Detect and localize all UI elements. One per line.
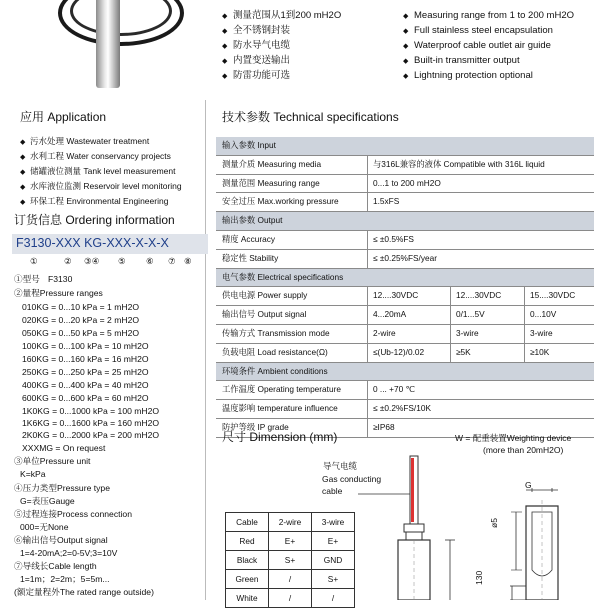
spec-divider	[367, 231, 368, 249]
application-item: 水利工程 Water conservancy projects	[30, 151, 171, 161]
wire-cell: Black	[226, 551, 269, 570]
range-item: 2K0KG = 0...2000 kPa = 200 mH2O	[22, 430, 160, 440]
order-code: F3130-XXX KG-XXX-X-X-X	[16, 236, 169, 250]
spec-divider	[367, 250, 368, 268]
wire-cell: Red	[226, 532, 269, 551]
spec-label: 输出信号 Output signal	[222, 309, 307, 320]
column-divider	[205, 100, 206, 600]
spec-row	[216, 156, 594, 175]
spec-value: 0/1...5V	[456, 309, 485, 320]
spec-label: 供电电源 Power supply	[222, 290, 308, 301]
code-index: ①	[30, 256, 38, 266]
range-title: ②量程Pressure ranges	[14, 288, 103, 298]
wire-cell: E+	[269, 532, 312, 551]
spec-label: 稳定性 Stability	[222, 252, 279, 263]
spec-label: 测量范围 Measuring range	[222, 177, 320, 188]
spec-value: ≥IP68	[373, 421, 395, 432]
spec-divider	[367, 156, 368, 174]
type-value: G=表压Gauge	[20, 496, 75, 506]
spec-value: ≥10K	[530, 346, 550, 357]
sensor-probe	[96, 0, 120, 88]
spec-row	[216, 400, 594, 419]
spec-label: 防护等级 IP grade	[222, 421, 289, 432]
range-item: 020KG = 0...20 kPa = 2 mH2O	[22, 315, 140, 325]
wire-cell: 3-wire	[312, 513, 355, 532]
range-item: 250KG = 0...250 kPa = 25 mH2O	[22, 367, 149, 377]
spec-row	[216, 325, 594, 344]
feature-cn: 全不锈钢封装	[233, 25, 291, 36]
feature-cn: 内置变送输出	[233, 55, 291, 66]
spec-divider	[367, 306, 368, 324]
spec-label: 精度 Accuracy	[222, 233, 276, 244]
feature-cn: 防水导气电缆	[233, 40, 291, 51]
spec-value: 与316L兼容的液体 Compatible with 316L liquid	[373, 158, 545, 169]
cable-label-cn: 导气电缆	[323, 461, 358, 471]
application-item: 储罐液位测量 Tank level measurement	[30, 166, 176, 176]
range-item: 160KG = 0...160 kPa = 16 mH2O	[22, 354, 149, 364]
cable-gland-lower	[406, 532, 422, 540]
spec-value: ≤ ±0.5%FS	[373, 233, 414, 244]
range-item: 100KG = 0...100 kPa = 10 mH2O	[22, 341, 149, 351]
application-item: 污水处理 Wastewater treatment	[30, 136, 150, 146]
dimension-title: 尺寸 Dimension (mm)	[222, 430, 338, 444]
spec-value: 0 ... +70 ℃	[373, 384, 415, 395]
wire-cell: Green	[226, 570, 269, 589]
output-title: ⑥输出信号Output signal	[14, 535, 108, 545]
range-item: 010KG = 0...10 kPa = 1 mH2O	[22, 302, 140, 312]
spec-row	[216, 344, 594, 363]
spec-divider	[367, 287, 368, 305]
feature-cn: 防雷功能可选	[233, 70, 291, 81]
spec-value: 3-wire	[530, 327, 553, 338]
spec-row	[216, 287, 594, 306]
model-value: F3130	[48, 274, 73, 284]
product-photo	[0, 0, 200, 95]
spec-divider	[524, 306, 525, 324]
range-item: 400KG = 0...400 kPa = 40 mH2O	[22, 380, 149, 390]
spec-label: 传输方式 Transmission mode	[222, 327, 330, 338]
feature-en: Built-in transmitter output	[414, 55, 520, 66]
range-item: 1K6KG = 0...1600 kPa = 160 mH2O	[22, 418, 160, 428]
conn-title: ⑤过程连接Process connection	[14, 509, 132, 519]
conn-value: 000=无None	[20, 522, 69, 532]
spec-value: 12....30VDC	[373, 290, 419, 301]
spec-label: 电气参数 Electrical specifications	[222, 271, 344, 282]
spec-divider	[367, 344, 368, 362]
spec-row	[216, 231, 594, 250]
spec-divider	[524, 287, 525, 305]
spec-label: 负载电阻 Load resistance(Ω)	[222, 346, 328, 357]
spec-divider	[367, 419, 368, 437]
spec-value: 4...20mA	[373, 309, 407, 320]
wire-cell: E+	[312, 532, 355, 551]
spec-section-header	[216, 137, 594, 156]
unit-value: K=kPa	[20, 469, 46, 479]
spec-value: 1.5xFS	[373, 196, 400, 207]
spec-value: ≤ ±0.25%FS/year	[373, 252, 437, 263]
spec-section-header	[216, 212, 594, 231]
unit-title: ③单位Pressure unit	[14, 456, 91, 466]
spec-row	[216, 250, 594, 269]
spec-value: 3-wire	[456, 327, 479, 338]
spec-label: 输出参数 Output	[222, 215, 283, 226]
code-index: ②	[64, 256, 72, 266]
spec-row	[216, 381, 594, 400]
spec-divider	[524, 344, 525, 362]
rated-range-note: (额定量程外The rated range outside)	[14, 587, 154, 597]
range-item: 050KG = 0...50 kPa = 5 mH2O	[22, 328, 140, 338]
spec-divider	[367, 400, 368, 418]
spec-value: ≥5K	[456, 346, 471, 357]
spec-row	[216, 306, 594, 325]
tech-spec-table	[216, 137, 594, 438]
spec-label: 测量介质 Measuring media	[222, 158, 322, 169]
feature-en: Full stainless steel encapsulation	[414, 25, 553, 36]
model-label: ①型号	[14, 274, 40, 284]
spec-label: 安全过压 Max.working pressure	[222, 196, 339, 207]
spec-divider	[450, 325, 451, 343]
feature-en: Measuring range from 1 to 200 mH2O	[414, 10, 574, 21]
spec-section-header	[216, 269, 594, 288]
feature-cn: 测量范围从1到200 mH2O	[233, 10, 342, 21]
spec-divider	[367, 175, 368, 193]
wire-color-table	[225, 512, 355, 608]
cable-red-wire	[411, 458, 414, 522]
cable-title: ⑦导线长Cable length	[14, 561, 97, 571]
wire-cell: /	[312, 589, 355, 608]
code-index: ⑤	[118, 256, 126, 266]
spec-label: 环境条件 Ambient conditions	[222, 365, 328, 376]
application-item: 环保工程 Environmental Engineering	[30, 196, 169, 206]
phi-label: ø5	[489, 518, 499, 528]
range-on-request: XXXMG = On request	[22, 443, 106, 453]
spec-divider	[450, 344, 451, 362]
application-item: 水库液位监测 Reservoir level monitoring	[30, 181, 182, 191]
wire-cell: /	[269, 570, 312, 589]
spec-value: 0...10V	[530, 309, 557, 320]
weighting-note-range: (more than 20mH2O)	[483, 445, 564, 455]
wire-cell: S+	[312, 570, 355, 589]
spec-label: 输入参数 Input	[222, 140, 276, 150]
output-value: 1=4-20mA;2=0-5V;3=10V	[20, 548, 118, 558]
cable-gland	[404, 524, 424, 532]
spec-section-header	[216, 363, 594, 382]
spec-row	[216, 175, 594, 194]
spec-divider	[450, 287, 451, 305]
spec-divider	[450, 306, 451, 324]
spec-divider	[367, 325, 368, 343]
wire-cell: GND	[312, 551, 355, 570]
spec-value: 12....30VDC	[456, 290, 502, 301]
wire-cell: S+	[269, 551, 312, 570]
spec-row	[216, 193, 594, 212]
code-index: ③④	[84, 256, 100, 266]
code-index: ⑦	[168, 256, 176, 266]
spec-divider	[367, 193, 368, 211]
cable-label-en-2: cable	[322, 486, 343, 496]
wire-cell: Cable	[226, 513, 269, 532]
g-label: G	[525, 480, 532, 490]
spec-divider	[524, 325, 525, 343]
ordering-title: 订货信息 Ordering information	[14, 213, 175, 227]
code-index: ⑥	[146, 256, 154, 266]
spec-value: 15....30VDC	[530, 290, 576, 301]
weighting-note: W = 配重装置Weighting device	[455, 433, 572, 443]
feature-en: Lightning protection optional	[414, 70, 533, 81]
feature-en: Waterproof cable outlet air guide	[414, 40, 551, 51]
type-title: ④压力类型Pressure type	[14, 483, 110, 493]
cable-value: 1=1m；2=2m；5=5m...	[20, 574, 110, 584]
wire-cell: 2-wire	[269, 513, 312, 532]
application-title: 应用 Application	[20, 110, 107, 124]
spec-value: ≤ ±0.2%FS/10K	[373, 403, 431, 414]
spec-value: 2-wire	[373, 327, 396, 338]
cable-label-en: Gas conducting	[322, 474, 382, 484]
tech-title: 技术参数 Technical specifications	[222, 110, 399, 124]
wire-cell: /	[269, 589, 312, 608]
code-index: ⑧	[184, 256, 192, 266]
range-item: 600KG = 0...600 kPa = 60 mH2O	[22, 393, 149, 403]
range-item: 1K0KG = 0...1000 kPa = 100 mH2O	[22, 406, 160, 416]
spec-value: 0...1 to 200 mH2O	[373, 177, 441, 188]
spec-label: 工作温度 Operating temperature	[222, 384, 341, 395]
spec-value: ≤(Ub-12)/0.02	[373, 346, 425, 357]
wire-cell: White	[226, 589, 269, 608]
spec-label: 温度影响 temperature influence	[222, 403, 338, 414]
length-label: 130	[474, 570, 484, 585]
spec-divider	[367, 381, 368, 399]
